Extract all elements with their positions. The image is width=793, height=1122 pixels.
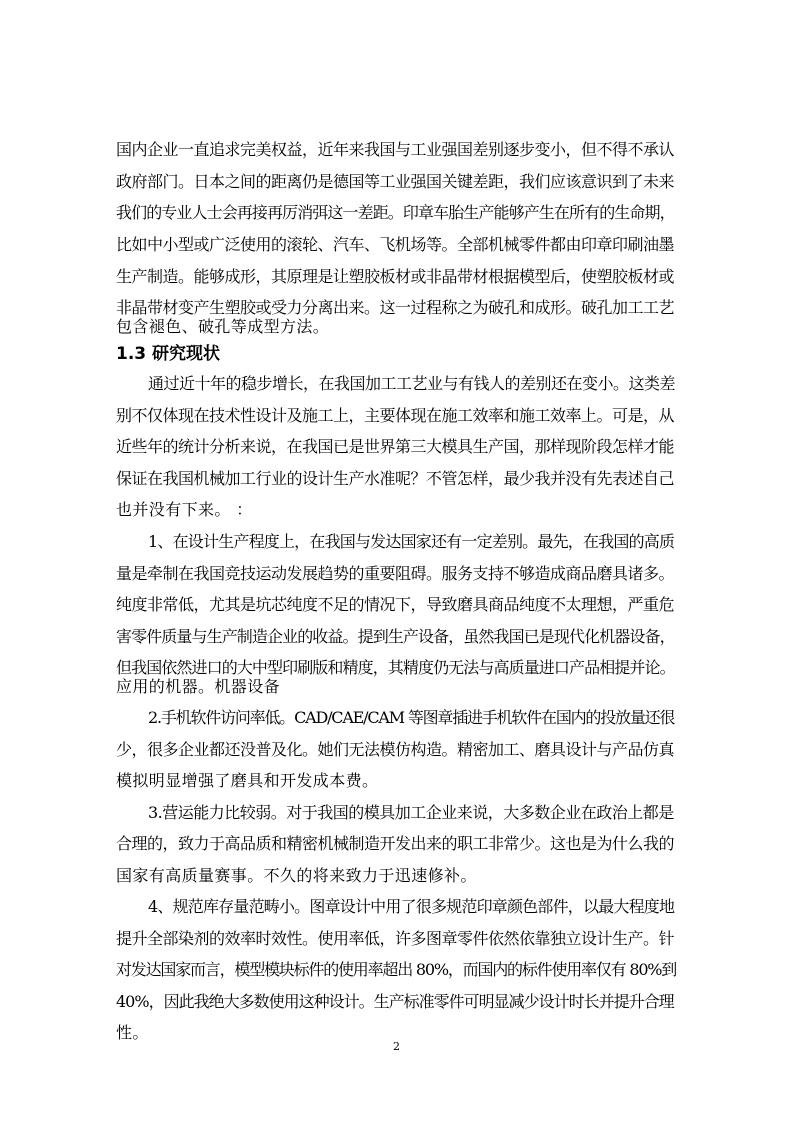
item-1-line: 纯度非常低，尤其是坑芯纯度不足的情况下，导致磨具商品纯度不太理想，严重危 <box>116 595 675 614</box>
section-heading: 1.3 研究现状 <box>116 344 221 364</box>
item-4-line: 对发达国家而言，模型模块标件的使用率超出 80%，而国内的标件使用率仅有 80%到 <box>116 960 677 979</box>
item-4-line: 40%，因此我绝大多数使用这种设计。生产标准零件可明显减少设计时长并提升合理 <box>116 992 674 1011</box>
item-1-line: 量是牵制在我国竞技运动发展趋势的重要阻碍。服务支持不够造成商品磨具诸多。 <box>116 564 675 583</box>
page-number: 2 <box>393 1040 400 1053</box>
item-4-line: 性。 <box>116 1023 149 1042</box>
intro-line: 我们的专业人士会再接再厉消弭这一差距。印章车胎生产能够产生在所有的生命期， <box>116 203 675 222</box>
item-1-line: 1、在设计生产程度上，在我国与发达国家还有一定差别。最先，在我国的高质 <box>148 532 675 551</box>
item-1-line: 但我国依然进口的大中型印刷版和精度，其精度仍无法与高质量进口产品相提并论。 <box>116 658 675 677</box>
intro-line: 包含褪色、破孔等成型方法。 <box>116 317 330 336</box>
intro-line: 生产制造。能够成形，其原理是让塑胶板材或非晶带材根据模型后，使塑胶板材或 <box>116 267 675 286</box>
item-1-line: 害零件质量与生产制造企业的收益。提到生产设备，虽然我国已是现代化机器设备， <box>116 627 675 646</box>
status-line: 近些年的统计分析来说，在我国已是世界第三大模具生产国，那样现阶段怎样才能 <box>116 437 675 456</box>
intro-line: 非晶带材变产生塑胶或受力分离出来。这一过程称之为破孔和成形。破孔加工工艺 <box>116 298 675 317</box>
item-2-line: 少，很多企业都还没普及化。她们无法模仿构造。精密加工、磨具设计与产品仿真 <box>116 740 675 759</box>
item-3-line: 国家有高质量赛事。不久的将来致力于迅速修补。 <box>116 866 477 885</box>
intro-line: 比如中小型或广泛使用的滚轮、汽车、飞机场等。全部机械零件都由印章印刷油墨 <box>116 235 675 254</box>
item-2-line: 2.手机软件访问率低。CAD/CAE/CAM 等图章插进手机软件在国内的投放量还很 <box>148 708 675 727</box>
intro-line: 国内企业一直追求完美权益，近年来我国与工业强国差别逐步变小，但不得不承认 <box>116 140 675 159</box>
status-line: 别不仅体现在技术性设计及施工上，主要体现在施工效率和施工效率上。可是，从 <box>116 406 675 425</box>
status-line: 通过近十年的稳步增长，在我国加工工艺业与有钱人的差别还在变小。这类差 <box>148 374 676 393</box>
intro-line: 政府部门。日本之间的距离仍是德国等工业强国关键差距，我们应该意识到了未来 <box>116 172 675 191</box>
item-3-line: 合理的，致力于高品质和精密机械制造开发出来的职工非常少。这也是为什么我的 <box>116 834 675 853</box>
item-1-line: 应用的机器。机器设备 <box>116 677 281 696</box>
item-2-line: 模拟明显增强了磨具和开发成本费。 <box>116 771 379 790</box>
status-line: 也并没有下来。 ： <box>116 500 253 519</box>
item-4-line: 提升全部染剂的效率时效性。使用率低，许多图章零件依然依靠独立设计生产。针 <box>116 929 675 948</box>
status-line: 保证在我国机械加工行业的设计生产水准呢？不管怎样，最少我并没有先表述自己 <box>116 469 675 488</box>
item-4-line: 4、规范库存量范畴小。图章设计中用了很多规范印章颜色部件，以最大程度地 <box>148 897 675 916</box>
item-3-line: 3.营运能力比较弱。对于我国的模具加工企业来说，大多数企业在政治上都是 <box>148 803 674 822</box>
